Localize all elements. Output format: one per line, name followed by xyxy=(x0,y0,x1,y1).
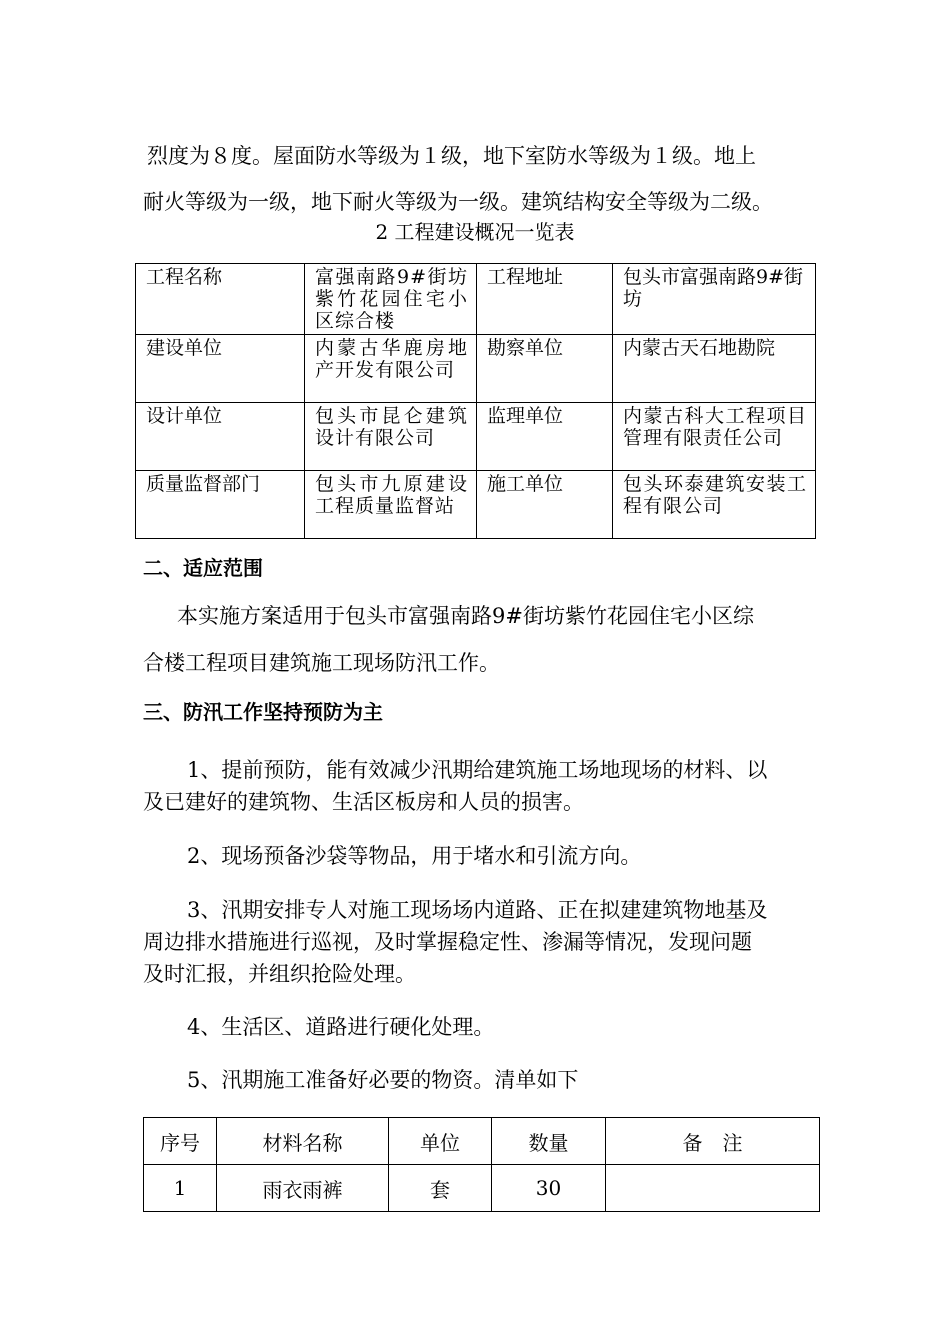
table-cell: 内蒙古华鹿房地产开发有限公司 xyxy=(305,335,477,403)
table-row xyxy=(136,335,816,403)
table-cell: 包头市昆仑建筑设计有限公司 xyxy=(305,403,477,471)
table-header-cell: 材料名称 xyxy=(217,1118,389,1165)
materials-table xyxy=(143,1117,820,1212)
paragraph-line: 及时汇报，并组织抢险处理。 xyxy=(143,962,416,986)
table-cell: 富强南路9#街坊紫竹花园住宅小区综合楼 xyxy=(305,264,477,335)
table-cell: 包头市富强南路9#街坊 xyxy=(613,264,816,335)
table-row xyxy=(144,1165,820,1212)
overview-table xyxy=(135,263,816,539)
table-cell xyxy=(606,1165,820,1212)
table-cell: 套 xyxy=(389,1165,492,1212)
table-cell: 设计单位 xyxy=(136,403,305,471)
table-row xyxy=(136,264,816,335)
table-row xyxy=(136,471,816,539)
table-cell: 工程地址 xyxy=(477,264,613,335)
intro-line-2: 耐火等级为一级，地下耐火等级为一级。建筑结构安全等级为二级。 xyxy=(143,190,773,214)
section-heading: 二、适应范围 xyxy=(143,556,263,580)
table-cell: 内蒙古科大工程项目管理有限责任公司 xyxy=(613,403,816,471)
table-header-cell: 单位 xyxy=(389,1118,492,1165)
table-header-row xyxy=(144,1118,820,1165)
paragraph-line: 1、提前预防，能有效减少汛期给建筑施工场地现场的材料、以 xyxy=(187,758,768,782)
table-cell: 工程名称 xyxy=(136,264,305,335)
paragraph-line: 本实施方案适用于包头市富强南路9#街坊紫竹花园住宅小区综 xyxy=(177,604,754,628)
table-cell: 监理单位 xyxy=(477,403,613,471)
table-header-cell: 数量 xyxy=(492,1118,606,1165)
paragraph-line: 周边排水措施进行巡视，及时掌握稳定性、渗漏等情况，发现问题 xyxy=(143,930,752,954)
section-heading: 三、防汛工作坚持预防为主 xyxy=(143,700,383,724)
table-cell: 包头环泰建筑安装工程有限公司 xyxy=(613,471,816,539)
table-header-cell: 备 注 xyxy=(606,1118,820,1165)
table-cell: 1 xyxy=(144,1165,217,1212)
paragraph-line: 4、生活区、道路进行硬化处理。 xyxy=(187,1015,495,1039)
table-cell: 内蒙古天石地勘院 xyxy=(613,335,816,403)
table-cell: 建设单位 xyxy=(136,335,305,403)
overview-caption: 2 工程建设概况一览表 xyxy=(375,220,575,244)
table-cell: 质量监督部门 xyxy=(136,471,305,539)
table-cell: 雨衣雨裤 xyxy=(217,1165,389,1212)
table-header-cell: 序号 xyxy=(144,1118,217,1165)
intro-line-1: 烈度为８度。屋面防水等级为１级，地下室防水等级为１级。地上 xyxy=(147,144,756,168)
paragraph-line: 合楼工程项目建筑施工现场防汛工作。 xyxy=(143,651,500,675)
table-row xyxy=(136,403,816,471)
paragraph-line: 3、汛期安排专人对施工现场场内道路、正在拟建建筑物地基及 xyxy=(187,898,768,922)
table-cell: 包头市九原建设工程质量监督站 xyxy=(305,471,477,539)
table-cell: 施工单位 xyxy=(477,471,613,539)
paragraph-line: 5、汛期施工准备好必要的物资。清单如下 xyxy=(187,1068,579,1092)
table-cell: 30 xyxy=(492,1165,606,1212)
paragraph-line: 2、现场预备沙袋等物品，用于堵水和引流方向。 xyxy=(187,844,642,868)
paragraph-line: 及已建好的建筑物、生活区板房和人员的损害。 xyxy=(143,790,584,814)
table-cell: 勘察单位 xyxy=(477,335,613,403)
